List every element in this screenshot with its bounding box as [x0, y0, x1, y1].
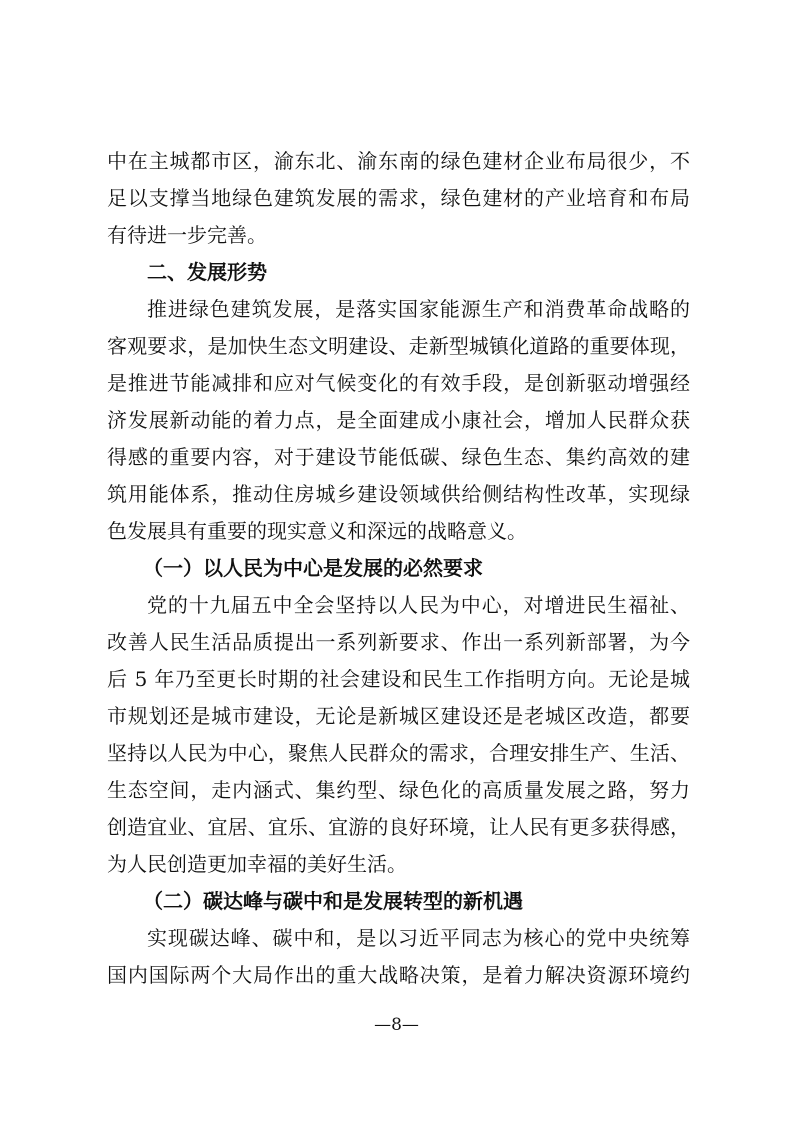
paragraph-line: 后 5 年乃至更长时期的社会建设和民生工作指明方向。无论是城	[107, 667, 690, 691]
paragraph-line: 为人民创造更加幸福的美好生活。	[107, 852, 407, 876]
paragraph-line: 国内国际两个大局作出的重大战略决策，是着力解决资源环境约	[107, 963, 690, 987]
paragraph-line: 有待进一步完善。	[107, 223, 267, 247]
paragraph-line: 中在主城都市区，渝东北、渝东南的绿色建材企业布局很少，不	[107, 149, 690, 173]
paragraph-line: 生态空间，走内涵式、集约型、绿色化的高质量发展之路，努力	[107, 778, 690, 802]
subsection-heading: （二）碳达峰与碳中和是发展转型的新机遇	[143, 889, 523, 913]
paragraph-line: 坚持以人民为中心，聚焦人民群众的需求，合理安排生产、生活、	[107, 741, 690, 765]
paragraph-line: 筑用能体系，推动住房城乡建设领域供给侧结构性改革，实现绿	[107, 482, 690, 506]
paragraph-line: 推进绿色建筑发展，是落实国家能源生产和消费革命战略的	[147, 297, 690, 321]
paragraph-line: 色发展具有重要的现实意义和深远的战略意义。	[107, 519, 527, 543]
paragraph-line: 党的十九届五中全会坚持以人民为中心，对增进民生福祉、	[147, 593, 690, 617]
paragraph-line: 客观要求，是加快生态文明建设、走新型城镇化道路的重要体现，	[107, 334, 690, 358]
paragraph-line: 济发展新动能的着力点，是全面建成小康社会，增加人民群众获	[107, 408, 690, 432]
paragraph-line: 改善人民生活品质提出一系列新要求、作出一系列新部署，为今	[107, 630, 690, 654]
section-heading: 二、发展形势	[147, 260, 267, 284]
paragraph-line: 创造宜业、宜居、宜乐、宜游的良好环境，让人民有更多获得感，	[107, 815, 690, 839]
paragraph-line: 足以支撑当地绿色建筑发展的需求，绿色建材的产业培育和布局	[107, 186, 690, 210]
paragraph-line: 实现碳达峰、碳中和，是以习近平同志为核心的党中央统筹	[147, 926, 690, 950]
paragraph-line: 市规划还是城市建设，无论是新城区建设还是老城区改造，都要	[107, 704, 690, 728]
paragraph-line: 得感的重要内容，对于建设节能低碳、绿色生态、集约高效的建	[107, 445, 690, 469]
subsection-heading: （一）以人民为中心是发展的必然要求	[143, 556, 483, 580]
page-number: —8—	[374, 1015, 419, 1035]
paragraph-line: 是推进节能减排和应对气候变化的有效手段，是创新驱动增强经	[107, 371, 690, 395]
